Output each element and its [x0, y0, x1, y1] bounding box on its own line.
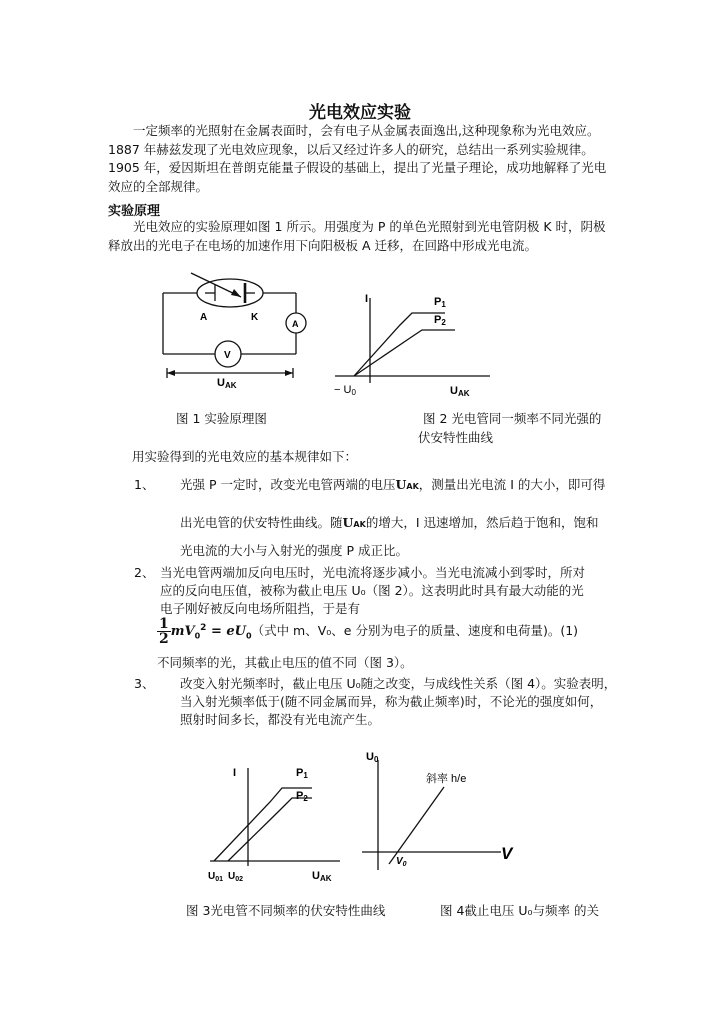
figure-2-caption-line2: 伏安特性曲线	[418, 430, 494, 445]
law-2-line-3: 电子刚好被反向电场所阻挡，于是有	[160, 601, 361, 616]
axis-label-i: I	[365, 293, 369, 305]
curve-p2	[354, 330, 455, 376]
laws-intro: 用实验得到的光电效应的基本规律如下：	[132, 449, 358, 464]
law-1-number: 1、	[134, 477, 155, 492]
cutoff-voltage-figure-4	[356, 742, 526, 872]
anode-label: A	[200, 312, 208, 323]
figure-2-caption-line1: 图 2 光电管同一频率不同光强的	[423, 411, 602, 426]
figure-1-caption: 图 1 实验原理图	[176, 411, 267, 426]
photoelectric-formula: $\frac{1}{2}$ $mV_0^2 = eU_0$（式中 m、V₀、e 分别为电子的质量、速度和电荷量)。(1)	[159, 616, 579, 647]
dimension-arrow-left	[167, 370, 175, 376]
section-heading: 实验原理	[108, 204, 161, 219]
law-2-line-2: 应的反向电压值，被称为截止电压 U₀（图 2）。这表明此时具有最大动能的光	[160, 583, 584, 598]
law-3-line-3: 照射时间多长，都没有光电流产生。	[180, 712, 381, 727]
dimension-arrow-right	[285, 370, 293, 376]
intro-paragraph: 一定频率的光照射在金属表面时，会有电子从金属表面逸出,这种现象称为光电效应。1887 年赫兹发现了光电效应现象，以后又经过许多人的研究，总结出一系列实验规律。1905 年，爱因斯坦在普朗克能量子假设的基础上，提出了光量子理论，成功地解释了光电效应的全部规律。	[108, 123, 607, 194]
cutoff-voltage-label-1: $U_{01}$	[208, 871, 224, 883]
slope-label: 斜率 h/e	[426, 773, 467, 785]
law-2-number: 2、	[134, 565, 155, 580]
axis-label-i: I	[233, 767, 237, 779]
page-title: 光电效应实验	[309, 103, 411, 123]
law-2-line-5: 不同频率的光，其截止电压的值不同（图 3）。	[157, 655, 413, 670]
curve-label-p2: P2	[296, 790, 308, 803]
cutoff-frequency-label: $V_0$	[396, 856, 407, 868]
curve-p2	[228, 798, 312, 861]
law-1-line-3: 光电流的大小与入射光的强度 P 成正比。	[180, 543, 408, 558]
axis-label-u0: U0	[366, 751, 379, 764]
law-1-line-2: 出光电管的伏安特性曲线。随UAK的增大，I 迅速增加，然后趋于饱和，饱和	[180, 515, 599, 530]
law-2-line-1: 当光电管两端加反向电压时，光电流将逐步减小。当光电流减小到零时，所对	[160, 565, 586, 580]
uak-label: UAK	[217, 377, 237, 390]
axis-label-uak: UAK	[312, 870, 332, 883]
iv-curve-figure-2	[330, 283, 500, 403]
light-ray-arrowhead	[231, 289, 241, 297]
axis-label-v: V	[501, 844, 513, 863]
law-3-number: 3、	[134, 676, 155, 691]
curve-label-p1: P1	[296, 767, 308, 780]
law-3-line-1: 改变入射光频率时，截止电压 U₀随之改变，与成线性关系（图 4）。实验表明，	[180, 676, 617, 691]
curve-label-p1: P1	[434, 296, 446, 309]
law-1-line-1: 光强 P 一定时，改变光电管两端的电压UAK，测量出光电流 I 的大小，即可得	[180, 477, 606, 492]
circuit-diagram	[145, 268, 315, 398]
formula-fraction: $\frac{1}{2}$	[159, 616, 169, 647]
voltmeter-label: V	[224, 350, 231, 361]
iv-curve-figure-3	[200, 758, 350, 888]
figure-3-caption: 图 3光电管不同频率的伏安特性曲线	[186, 903, 386, 918]
axis-label-uak: UAK	[450, 385, 470, 398]
curve-label-p2: P2	[434, 314, 446, 327]
principle-paragraph: 光电效应的实验原理如图 1 所示。用强度为 P 的单色光照射到光电管阴极 K 时，阴极释放出的光电子在电场的加速作用下向阳极板 A 迁移，在回路中形成光电流。	[108, 219, 606, 253]
cutoff-voltage-label: − U0	[334, 384, 356, 397]
ammeter-label: A	[292, 319, 299, 329]
cathode-label: K	[251, 312, 259, 323]
figure-4-caption: 图 4截止电压 U₀与频率 的关	[440, 903, 600, 918]
law-3-line-2: 当入射光频率低于(随不同金属而异，称为截止频率)时，不论光的强度如何，	[180, 694, 603, 709]
cutoff-voltage-label-2: $U_{02}$	[228, 871, 244, 883]
